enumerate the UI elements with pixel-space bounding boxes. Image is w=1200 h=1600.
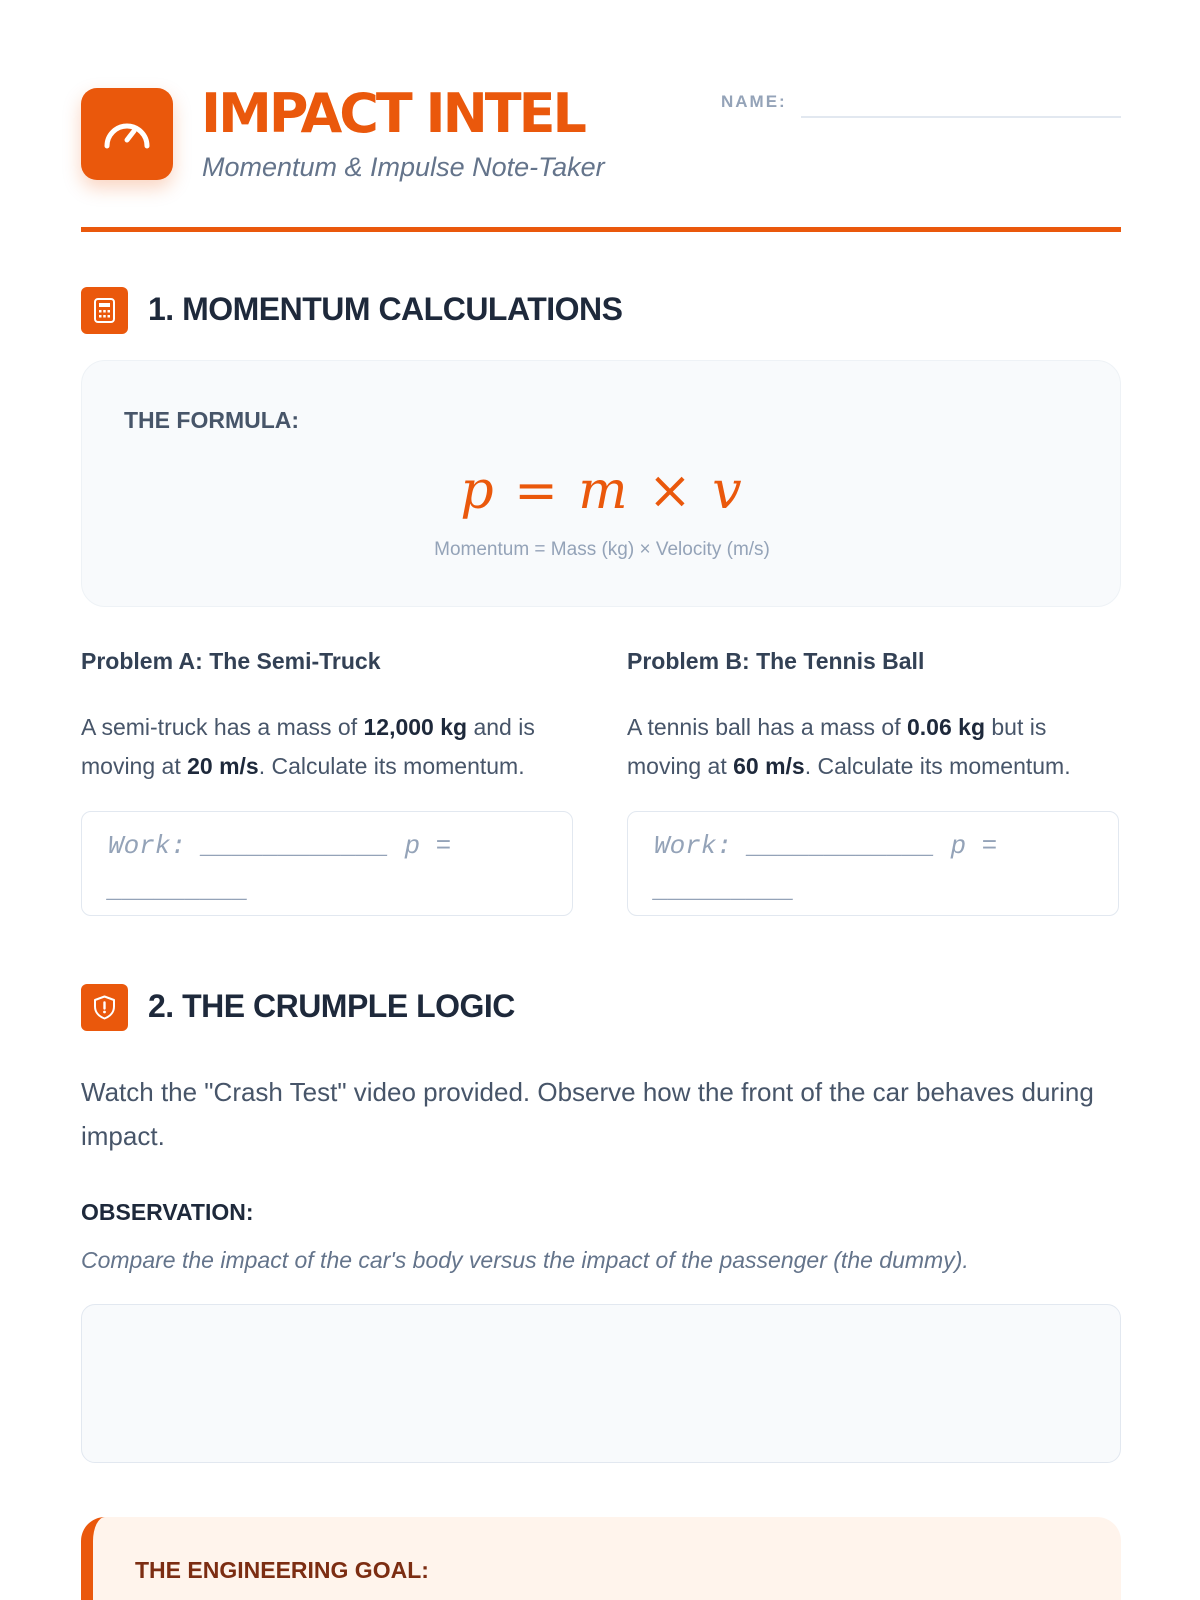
- observation-label: OBSERVATION:: [81, 1199, 254, 1225]
- mass-value: 12,000 kg: [363, 714, 468, 740]
- problem-text: [81, 708, 573, 786]
- section-title: 2. THE CRUMPLE LOGIC: [148, 988, 515, 1024]
- observation-textarea[interactable]: [81, 1304, 1121, 1463]
- problem-a: [81, 648, 573, 905]
- section-heading-crumple: [81, 984, 1121, 1032]
- engineering-goal-label: THE ENGINEERING GOAL:: [135, 1557, 429, 1583]
- problem-b: [627, 648, 1119, 905]
- engineering-goal-box: [81, 1517, 1121, 1600]
- speedometer-icon: [101, 110, 153, 158]
- section-heading-momentum: [81, 287, 1121, 335]
- formula-label: THE FORMULA:: [124, 407, 300, 433]
- problem-text: [627, 708, 1119, 786]
- problem-title: Problem A: The Semi-Truck: [81, 648, 381, 674]
- shield-badge: [81, 984, 128, 1031]
- problem-text-part: . Calculate its momentum.: [804, 753, 1071, 779]
- problem-text-part: . Calculate its momentum.: [258, 753, 525, 779]
- problem-title: Problem B: The Tennis Ball: [627, 648, 925, 674]
- formula-caption: Momentum = Mass (kg) × Velocity (m/s): [434, 539, 770, 560]
- velocity-value: 20 m/s: [187, 753, 259, 779]
- work-field[interactable]: Work: ____________ p = _________: [81, 811, 573, 916]
- mass-value: 0.06 kg: [907, 714, 985, 740]
- problem-text-part: A tennis ball has a mass of: [627, 714, 907, 740]
- section-title: 1. MOMENTUM CALCULATIONS: [148, 291, 623, 327]
- logo: [81, 88, 173, 180]
- velocity-value: 60 m/s: [733, 753, 805, 779]
- problem-text-part: and is moving at: [81, 714, 535, 779]
- problem-text-part: A semi-truck has a mass of: [81, 714, 364, 740]
- name-field[interactable]: [801, 116, 1121, 118]
- work-field[interactable]: Work: ____________ p = _________: [627, 811, 1119, 916]
- app-subtitle: Momentum & Impulse Note-Taker: [202, 152, 605, 182]
- problem-text-part: but is moving at: [627, 714, 1047, 779]
- header: [81, 82, 1121, 184]
- calculator-icon: [92, 298, 117, 323]
- calculator-badge: [81, 287, 128, 334]
- name-label: NAME:: [721, 92, 787, 111]
- momentum-formula: p = m × v: [460, 461, 744, 521]
- header-divider: [81, 227, 1121, 232]
- app-title: IMPACT INTEL: [201, 82, 584, 145]
- observation-hint: Compare the impact of the car's body versus the impact of the passenger (the dummy).: [81, 1247, 969, 1273]
- formula-box: [81, 360, 1121, 607]
- crumple-intro: Watch the "Crash Test" video provided. Observe how the front of the car behaves during impact.: [81, 1077, 1094, 1151]
- shield-icon: [92, 995, 117, 1020]
